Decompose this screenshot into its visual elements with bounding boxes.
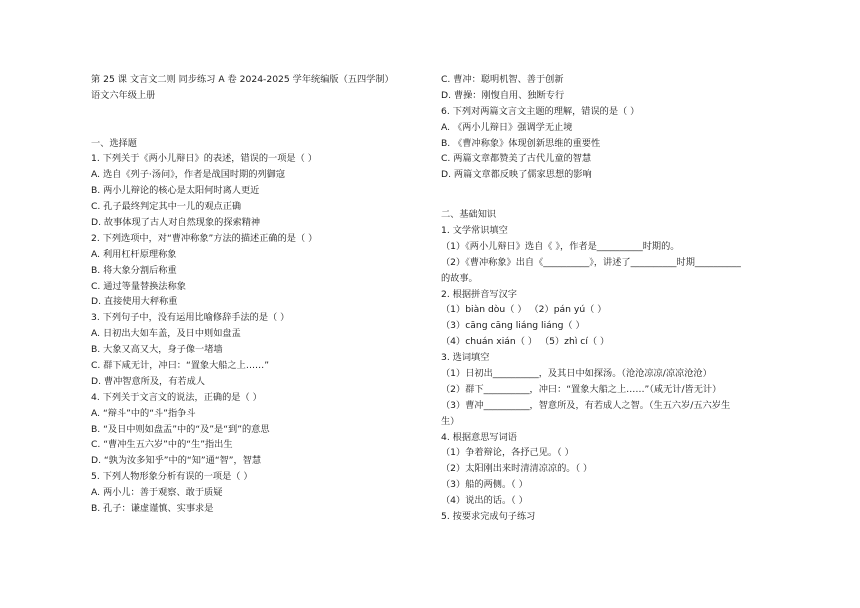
question-line: 1. 下列关于《两小儿辩日》的表述，错误的一项是（ ） (91, 153, 317, 165)
question-line: 2. 根据拼音写汉字 (441, 288, 517, 300)
option-line: C. 孔子最终判定其中一儿的观点正确 (91, 201, 242, 213)
option-line: A. 日初出大如车盖，及日中则如盘盂 (91, 328, 241, 340)
option-line: B. 孔子：谦虚谨慎、实事求是 (91, 503, 214, 515)
fill-blank-line: （3）船的两侧。（ ） (441, 479, 528, 491)
question-line: 5. 下列人物形象分析有误的一项是（ ） (91, 471, 253, 483)
option-line: C. 曹冲：聪明机智、善于创新 (441, 74, 564, 85)
fill-blank-line: （2）太阳刚出来时清清凉凉的。（ ） (441, 463, 593, 475)
question-line: 4. 下列关于文言文的说法，正确的是（ ） (91, 391, 262, 403)
left-column (91, 72, 436, 517)
option-line: D. 曹冲智意所及，有若成人 (91, 375, 205, 387)
question-line: 5. 按要求完成句子练习 (441, 511, 536, 523)
option-line: B. 两小儿辩论的核心是太阳何时离人更近 (91, 185, 260, 197)
question-line: 3. 下列句子中，没有运用比喻修辞手法的是（ ） (91, 312, 290, 324)
option-line: A. “辩斗”中的“斗”指争斗 (91, 407, 196, 419)
option-line: C. “曹冲生五六岁”中的“生”指出生 (91, 439, 233, 451)
pinyin-line: （4）chuán xián（ ） （5）zhì cí（ ） (441, 336, 610, 348)
option-line: B. 《曹冲称象》体现创新思维的重要性 (441, 137, 601, 149)
option-line: B. 将大象分割后称重 (91, 264, 177, 276)
fill-blank-line: （1）《两小儿辩日》选自《 》，作者是__________时期的。 (441, 240, 680, 252)
option-line: A. 两小儿：善于观察、敢于质疑 (91, 487, 223, 499)
fill-blank-line: （1）争着辩论，各抒己见。（ ） (441, 447, 574, 459)
option-line: B. 大象又高又大，身子像一堵墙 (91, 344, 223, 356)
pinyin-line: （3）cāng cāng liáng liáng（ ） (441, 320, 585, 332)
option-line: C. 群下咸无计，冲曰：“置象大船之上……” (91, 360, 269, 372)
document-subtitle: 语文六年级上册 (91, 89, 156, 101)
fill-blank-line: 生） (441, 415, 460, 427)
option-line: A. 《两小儿辩日》强调学无止境 (441, 121, 573, 133)
question-line: 2. 下列选项中，对“曹冲称象”方法的描述正确的是（ ） (91, 232, 318, 244)
option-line: A. 选自《列子·汤问》，作者是战国时期的列御寇 (91, 169, 286, 181)
section-heading-choice: 一、选择题 (91, 137, 137, 149)
document-title: 第 25 课 文言文二则 同步练习 A 卷 2024-2025 学年统编版（五四学制） (91, 74, 394, 85)
fill-blank-line: （2）群下__________，冲曰：“置象大船之上……”（咸无计/皆无计） (441, 383, 722, 395)
fill-blank-line: （1）日初出__________，及其日中如探汤。（沧沧凉凉/凉凉沧沧） (441, 368, 712, 380)
question-line: 1. 文学常识填空 (441, 225, 508, 237)
pinyin-line: （1）biàn dòu（ ） （2）pán yú（ ） (441, 304, 607, 316)
option-line: C. 两篇文章都赞美了古代儿童的智慧 (441, 153, 592, 165)
option-line: B. “及日中则如盘盂”中的“及”是“到”的意思 (91, 423, 270, 435)
fill-blank-line: （2）《曹冲称象》出自《__________》，讲述了__________时期__________ (441, 256, 741, 268)
fill-blank-line: （3）曹冲__________，智意所及，有若成人之智。（生五六岁/五六岁生 (441, 399, 731, 411)
question-line: 4. 根据意思写词语 (441, 431, 517, 443)
right-column (441, 72, 781, 525)
option-line: D. 两篇文章都反映了儒家思想的影响 (441, 169, 592, 181)
option-line: C. 通过等量替换法称象 (91, 280, 186, 292)
option-line: A. 利用杠杆原理称象 (91, 248, 177, 260)
option-line: D. 直接使用大秤称重 (91, 296, 178, 308)
question-line: 3. 选词填空 (441, 352, 490, 364)
option-line: D. 曹操：刚愎自用、独断专行 (441, 89, 565, 101)
fill-blank-line: （4）说出的话。（ ） (441, 495, 528, 507)
option-line: D. 故事体现了古人对自然现象的探索精神 (91, 217, 261, 229)
option-line: D. “孰为汝多知乎”中的“知”通“智”，智慧 (91, 455, 262, 467)
section-heading-basics: 二、基础知识 (441, 209, 497, 221)
fill-blank-line: 的故事。 (441, 272, 478, 284)
question-line: 6. 下列对两篇文言文主题的理解，错误的是（ ） (441, 105, 640, 117)
